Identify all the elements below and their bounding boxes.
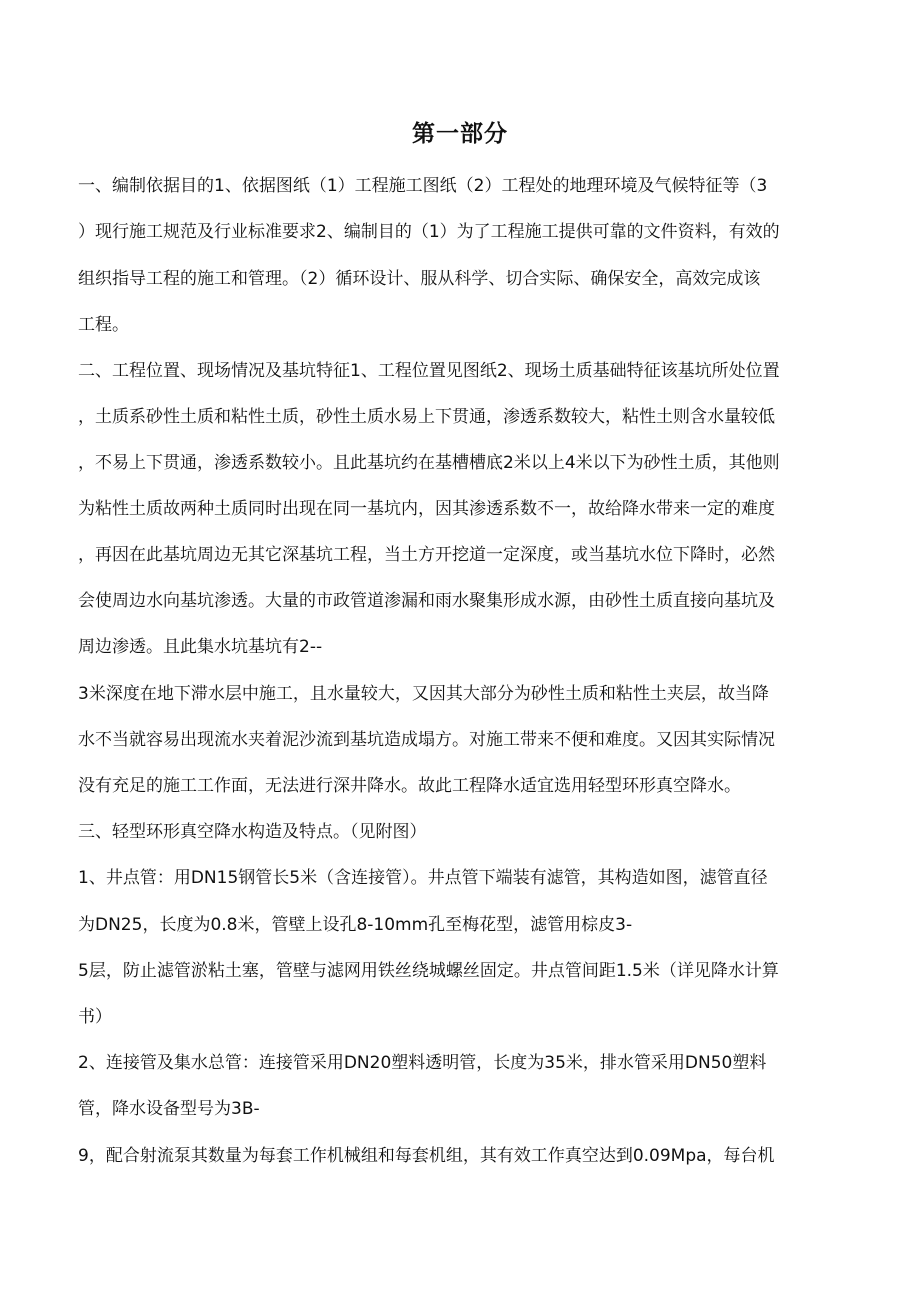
text-line: 为粘性土质故两种土质同时出现在同一基坑内，因其渗透系数不一，故给降水带来一定的难度 — [78, 499, 775, 519]
text-line: 周边渗透。且此集水坑基坑有2-- — [78, 637, 323, 657]
text-line: 2、连接管及集水总管：连接管采用DN20塑料透明管，长度为35米，排水管采用DN50塑料 — [78, 1053, 767, 1073]
text-line: 工程。 — [78, 315, 129, 335]
text-line: 二、工程位置、现场情况及基坑特征1、工程位置见图纸2、现场土质基础特征该基坑所处位置 — [78, 361, 780, 381]
text-line: ，土质系砂性土质和粘性土质，砂性土质水易上下贯通，渗透系数较大，粘性土则含水量较低 — [78, 407, 775, 427]
text-line: ）现行施工规范及行业标准要求2、编制目的（1）为了工程施工提供可靠的文件资料，有效的 — [78, 222, 780, 242]
text-line: 5层，防止滤管淤粘土塞，管壁与滤网用铁丝绕城螺丝固定。井点管间距1.5米（详见降水计算 — [78, 961, 779, 981]
text-line: 一、编制依据目的1、依据图纸（1）工程施工图纸（2）工程处的地理环境及气候特征等（3 — [78, 176, 768, 196]
text-line: 管，降水设备型号为3B- — [78, 1099, 260, 1119]
text-line: 1、井点管：用DN15钢管长5米（含连接管）。井点管下端装有滤管，其构造如图，滤管直径 — [78, 868, 768, 888]
text-line: 没有充足的施工工作面，无法进行深井降水。故此工程降水适宜选用轻型环形真空降水。 — [78, 776, 741, 796]
text-line: 水不当就容易出现流水夹着泥沙流到基坑造成塌方。对施工带来不便和难度。又因其实际情况 — [78, 730, 775, 750]
text-line: ，再因在此基坑周边无其它深基坑工程，当土方开挖道一定深度，或当基坑水位下降时，必然 — [78, 545, 775, 565]
text-line: 3米深度在地下滞水层中施工，且水量较大，又因其大部分为砂性土质和粘性土夹层，故当降 — [78, 684, 769, 704]
page-title: 第一部分 — [412, 121, 508, 147]
text-line: 会使周边水向基坑渗透。大量的市政管道渗漏和雨水聚集形成水源，由砂性土质直接向基坑及 — [78, 591, 775, 611]
text-line: ，不易上下贯通，渗透系数较小。且此基坑约在基槽槽底2米以上4米以下为砂性土质，其他则 — [78, 453, 780, 473]
text-line: 组织指导工程的施工和管理。（2）循环设计、服从科学、切合实际、确保安全，高效完成该 — [78, 269, 761, 289]
text-line: 书） — [78, 1007, 112, 1027]
text-line: 三、轻型环形真空降水构造及特点。（见附图） — [78, 822, 427, 842]
text-line: 9，配合射流泵其数量为每套工作机械组和每套机组，其有效工作真空达到0.09Mpa，每台机 — [78, 1146, 775, 1166]
text-line: 为DN25，长度为0.8米，管壁上设孔8-10mm孔至梅花型，滤管用棕皮3- — [78, 915, 633, 935]
